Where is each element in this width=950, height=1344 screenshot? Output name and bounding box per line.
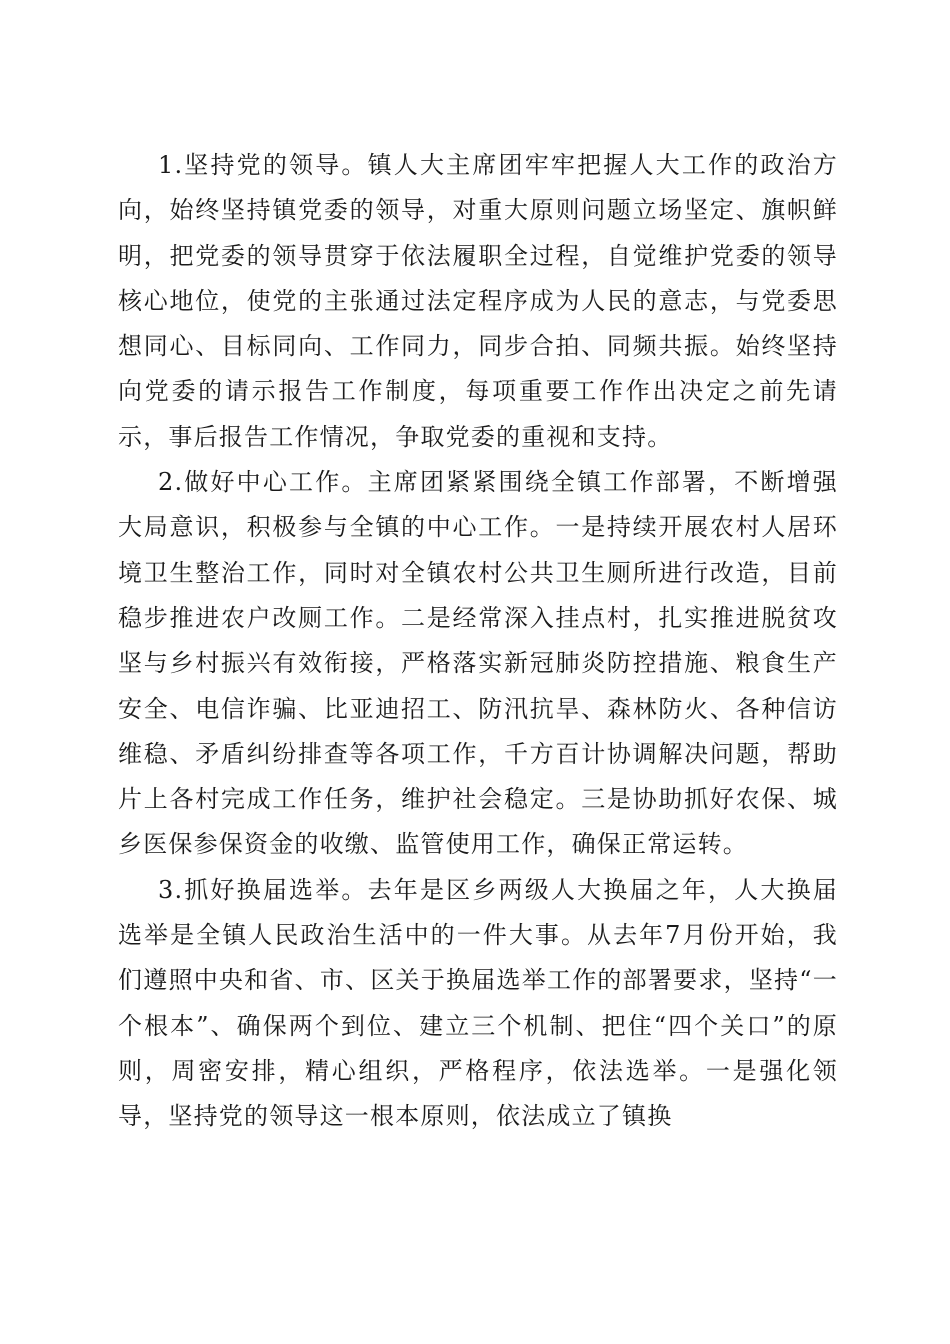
document-body: [118, 143, 838, 1140]
paragraph-central-work: 2.做好中心工作。主席团紧紧围绕全镇工作部署，不断增强大局意识，积极参与全镇的中心工作。一是持续开展农村人居环境卫生整治工作，同时对全镇农村公共卫生厕所进行改造，目前稳步推进农户改厕工作。二是经常深入挂点村，扎实推进脱贫攻坚与乡村振兴有效衔接，严格落实新冠肺炎防控措施、粮食生产安全、电信诈骗、比亚迪招工、防汛抗旱、森林防火、各种信访维稳、矛盾纠纷排查等各项工作，千方百计协调解决问题，帮助片上各村完成工作任务，维护社会稳定。三是协助抓好农保、城乡医保参保资金的收缴、监管使用工作，确保正常运转。: [118, 468, 838, 859]
paragraph-election: 3.抓好换届选举。去年是区乡两级人大换届之年，人大换届选举是全镇人民政治生活中的一件大事。从去年7月份开始，我们遵照中央和省、市、区关于换届选举工作的部署要求，坚持“一个根本”、确保两个到位、建立三个机制、把住“四个关口”的原则，周密安排，精心组织，严格程序，依法选举。一是强化领导，坚持党的领导这一根本原则，依法成立了镇换: [118, 875, 838, 1131]
paragraph-party-leadership: 1.坚持党的领导。镇人大主席团牢牢把握人大工作的政治方向，始终坚持镇党委的领导，对重大原则问题立场坚定、旗帜鲜明，把党委的领导贯穿于依法履职全过程，自觉维护党委的领导核心地位，使党的主张通过法定程序成为人民的意志，与党委思想同心、目标同向、工作同力，同步合拍、同频共振。始终坚持向党委的请示报告工作制度，每项重要工作作出决定之前先请示，事后报告工作情况，争取党委的重视和支持。: [118, 151, 838, 451]
